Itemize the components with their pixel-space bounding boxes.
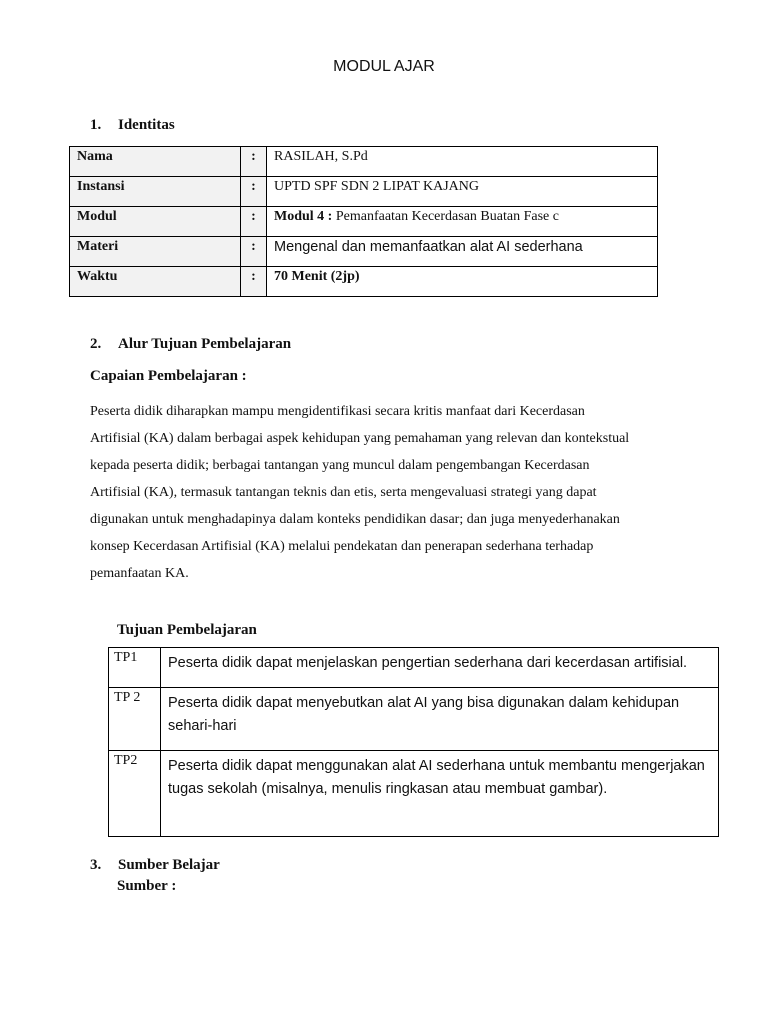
row-value (267, 207, 658, 237)
row-label: Waktu (70, 267, 241, 297)
table-row (70, 237, 658, 267)
paragraph-line: pemanfaatan KA. (90, 566, 189, 581)
modul-number: Modul 4 : (274, 209, 333, 224)
row-label: Instansi (70, 177, 241, 207)
row-colon: : (241, 177, 267, 207)
capaian-paragraph (90, 398, 690, 587)
paragraph-line: kepada peserta didik; berbagai tantangan yang muncul dalam pengembangan Kecerdasan (90, 458, 590, 473)
capaian-label: Capaian Pembelajaran : (90, 368, 247, 384)
row-label: Materi (70, 237, 241, 267)
section-title: Sumber Belajar (118, 857, 220, 873)
modul-title: Pemanfaatan Kecerdasan Buatan Fase c (335, 209, 559, 224)
tp-code: TP1 (109, 648, 161, 688)
section-title: Alur Tujuan Pembelajaran (118, 336, 292, 352)
table-row (70, 147, 658, 177)
paragraph-line: konsep Kecerdasan Artifisial (KA) melalui pendekatan dan penerapan sederhana terhadap (90, 539, 594, 554)
paragraph-line: Artifisial (KA), termasuk tantangan teknis dan etis, serta mengevaluasi strategi yang dapat (90, 485, 597, 500)
tp-code: TP2 (109, 751, 161, 837)
row-label: Nama (70, 147, 241, 177)
table-row (70, 177, 658, 207)
table-row (70, 267, 658, 297)
row-colon: : (241, 207, 267, 237)
tp-description: Peserta didik dapat menjelaskan pengertian sederhana dari kecerdasan artifisial. (161, 648, 719, 688)
row-value: UPTD SPF SDN 2 LIPAT KAJANG (267, 177, 658, 207)
row-colon: : (241, 147, 267, 177)
tp-description: Peserta didik dapat menggunakan alat AI sederhana untuk membantu mengerjakan tugas sekolah (misalnya, menulis ringkasan atau membuat gambar). (161, 751, 719, 837)
section-heading-sumber (90, 857, 220, 874)
tp-code: TP 2 (109, 688, 161, 751)
section-title: Identitas (118, 117, 175, 133)
paragraph-line: Artifisial (KA) dalam berbagai aspek kehidupan yang pemahaman yang relevan dan kontekstual (90, 431, 630, 446)
tujuan-label: Tujuan Pembelajaran (117, 622, 257, 638)
paragraph-line: digunakan untuk menghadapinya dalam konteks pendidikan dasar; dan juga menyederhanakan (90, 512, 620, 527)
row-value: Mengenal dan memanfaatkan alat AI sederhana (267, 237, 658, 267)
row-colon: : (241, 237, 267, 267)
row-value: RASILAH, S.Pd (267, 147, 658, 177)
sumber-label: Sumber : (117, 878, 177, 894)
section-number: 3. (90, 857, 102, 873)
tujuan-table (108, 647, 719, 837)
tp-description: Peserta didik dapat menyebutkan alat AI yang bisa digunakan dalam kehidupan sehari-hari (161, 688, 719, 751)
document-title: MODUL AJAR (333, 58, 435, 75)
section-number: 2. (90, 336, 102, 352)
identity-table (69, 146, 658, 297)
table-row (109, 751, 719, 837)
section-heading-alur (90, 336, 291, 353)
table-row (70, 207, 658, 237)
row-value: 70 Menit (2jp) (267, 267, 658, 297)
table-row (109, 648, 719, 688)
row-colon: : (241, 267, 267, 297)
table-row (109, 688, 719, 751)
section-number: 1. (90, 117, 102, 133)
paragraph-line: Peserta didik diharapkan mampu mengidentifikasi secara kritis manfaat dari Kecerdasan (90, 404, 585, 419)
row-label: Modul (70, 207, 241, 237)
section-heading-identitas (90, 117, 175, 134)
